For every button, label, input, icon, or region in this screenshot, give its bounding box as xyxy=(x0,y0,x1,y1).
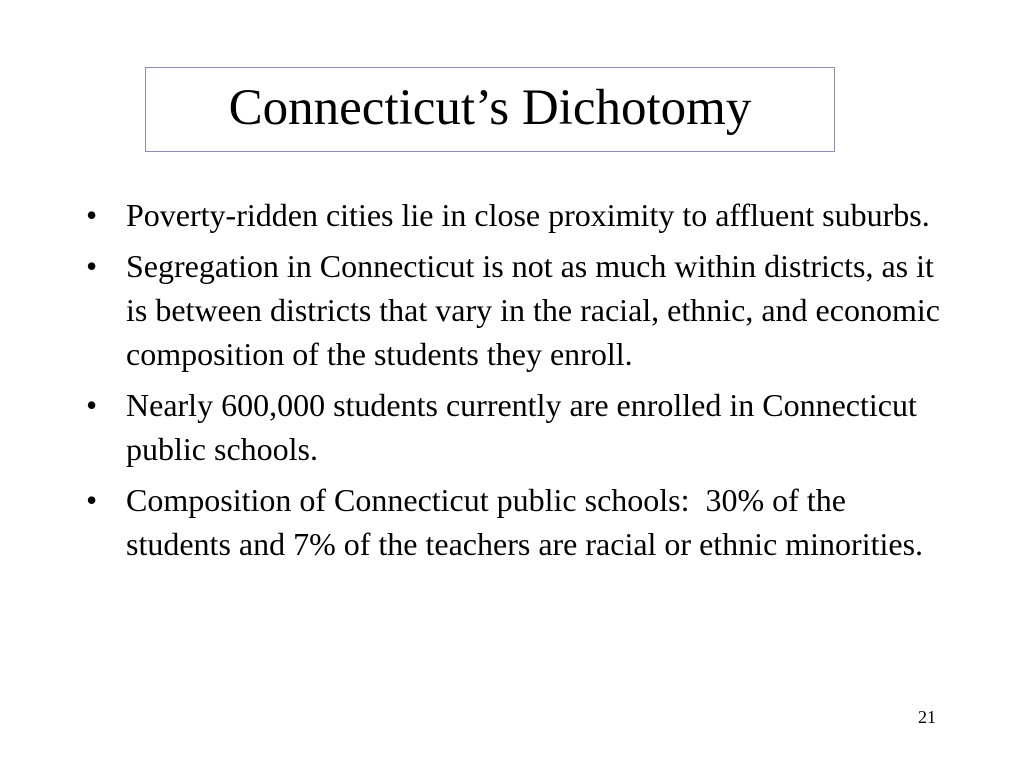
bullet-item xyxy=(84,193,954,237)
bullet-icon: • xyxy=(86,197,98,233)
slide-title: Connecticut’s Dichotomy xyxy=(228,80,752,136)
bullet-icon: • xyxy=(86,248,98,284)
bullet-icon: • xyxy=(86,482,98,518)
bullet-item xyxy=(84,478,954,566)
slide-number: 21 xyxy=(918,707,936,727)
title-box xyxy=(145,67,835,152)
bullet-list xyxy=(84,193,954,573)
bullet-item xyxy=(84,383,954,471)
bullet-text: Segregation in Connecticut is not as much within districts, as it is between districts that vary in the racial, ethnic, and economic composition of the students they enroll. xyxy=(126,248,948,372)
bullet-item xyxy=(84,244,954,376)
bullet-text: Composition of Connecticut public schools: 30% of the students and 7% of the teachers are racial or ethnic minorities. xyxy=(126,482,924,562)
bullet-text: Nearly 600,000 students currently are enrolled in Connecticut public schools. xyxy=(126,387,925,467)
bullet-icon: • xyxy=(86,387,98,423)
bullet-text: Poverty-ridden cities lie in close proximity to affluent suburbs. xyxy=(126,197,930,233)
